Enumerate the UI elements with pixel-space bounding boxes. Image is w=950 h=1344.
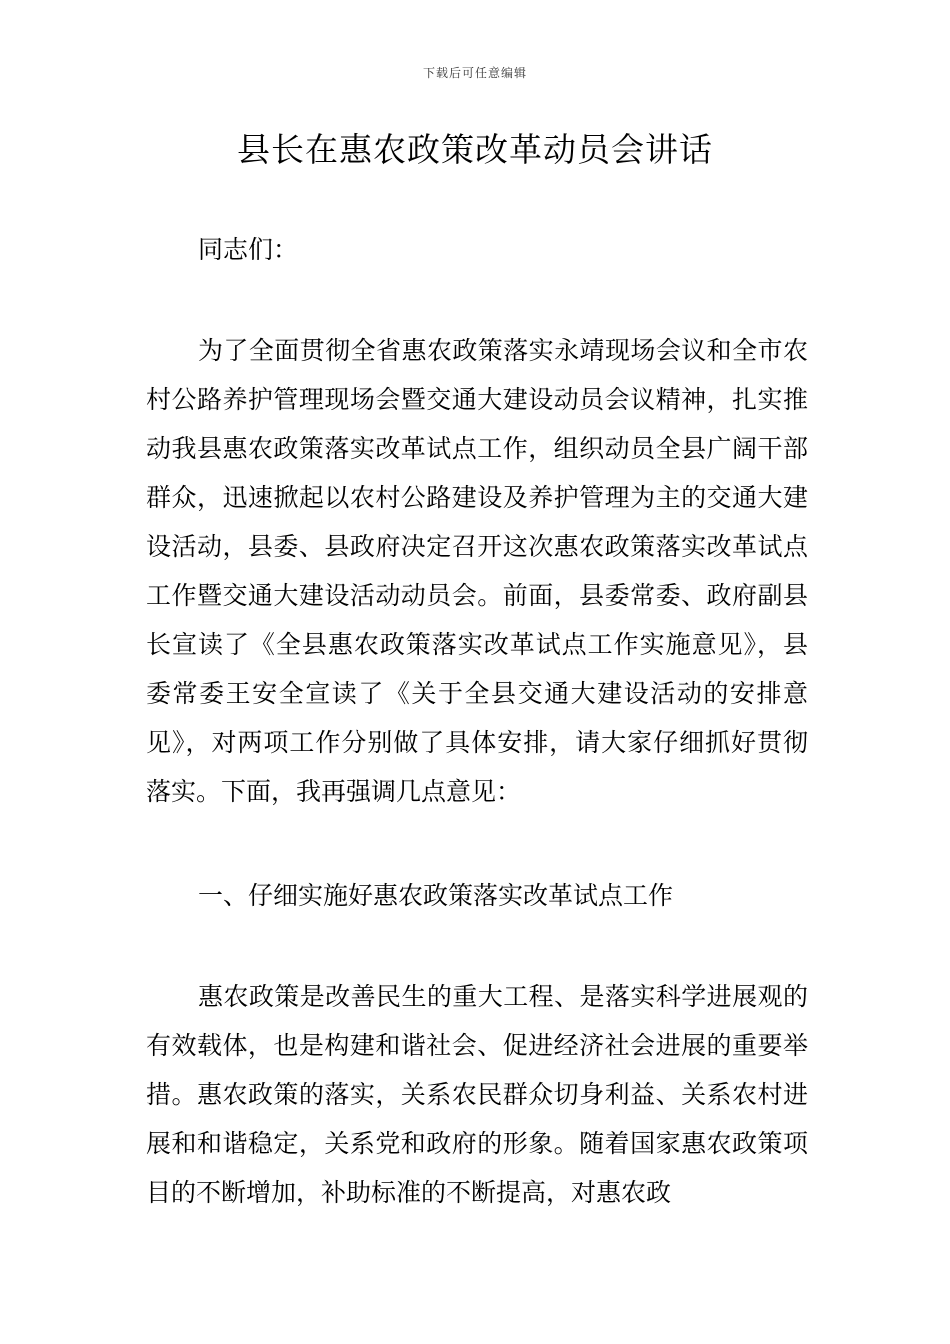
body-paragraph: 惠农政策是改善民生的重大工程、是落实科学进展观的有效载体，也是构建和谐社会、促进经济社会进展的重要举措。惠农政策的落实，关系农民群众切身利益、关系农村进展和和谐稳定，关系党和政府的形象。随着国家惠农政策项目的不断增加，补助标准的不断提高，对惠农政 (146, 982, 808, 1207)
greeting: 同志们： (198, 235, 299, 264)
section-heading: 一、仔细实施好惠农政策落实改革试点工作 (198, 881, 674, 910)
body-paragraph: 为了全面贯彻全省惠农政策落实永靖现场会议和全市农村公路养护管理现场会暨交通大建设动员会议精神，扎实推动我县惠农政策落实改革试点工作，组织动员全县广阔干部群众，迅速掀起以农村公路建设及养护管理为主的交通大建设活动，县委、县政府决定召开这次惠农政策落实改革试点工作暨交通大建设活动动员会。前面，县委常委、政府副县长宣读了《全县惠农政策落实改革试点工作实施意见》，县委常委王安全宣读了《关于全县交通大建设活动的安排意见》，对两项工作分别做了具体安排，请大家仔细抓好贯彻落实。下面，我再强调几点意见： (146, 336, 808, 806)
document-title: 县长在惠农政策改革动员会讲话 (237, 130, 713, 169)
header-note: 下载后可任意编辑 (422, 66, 527, 80)
